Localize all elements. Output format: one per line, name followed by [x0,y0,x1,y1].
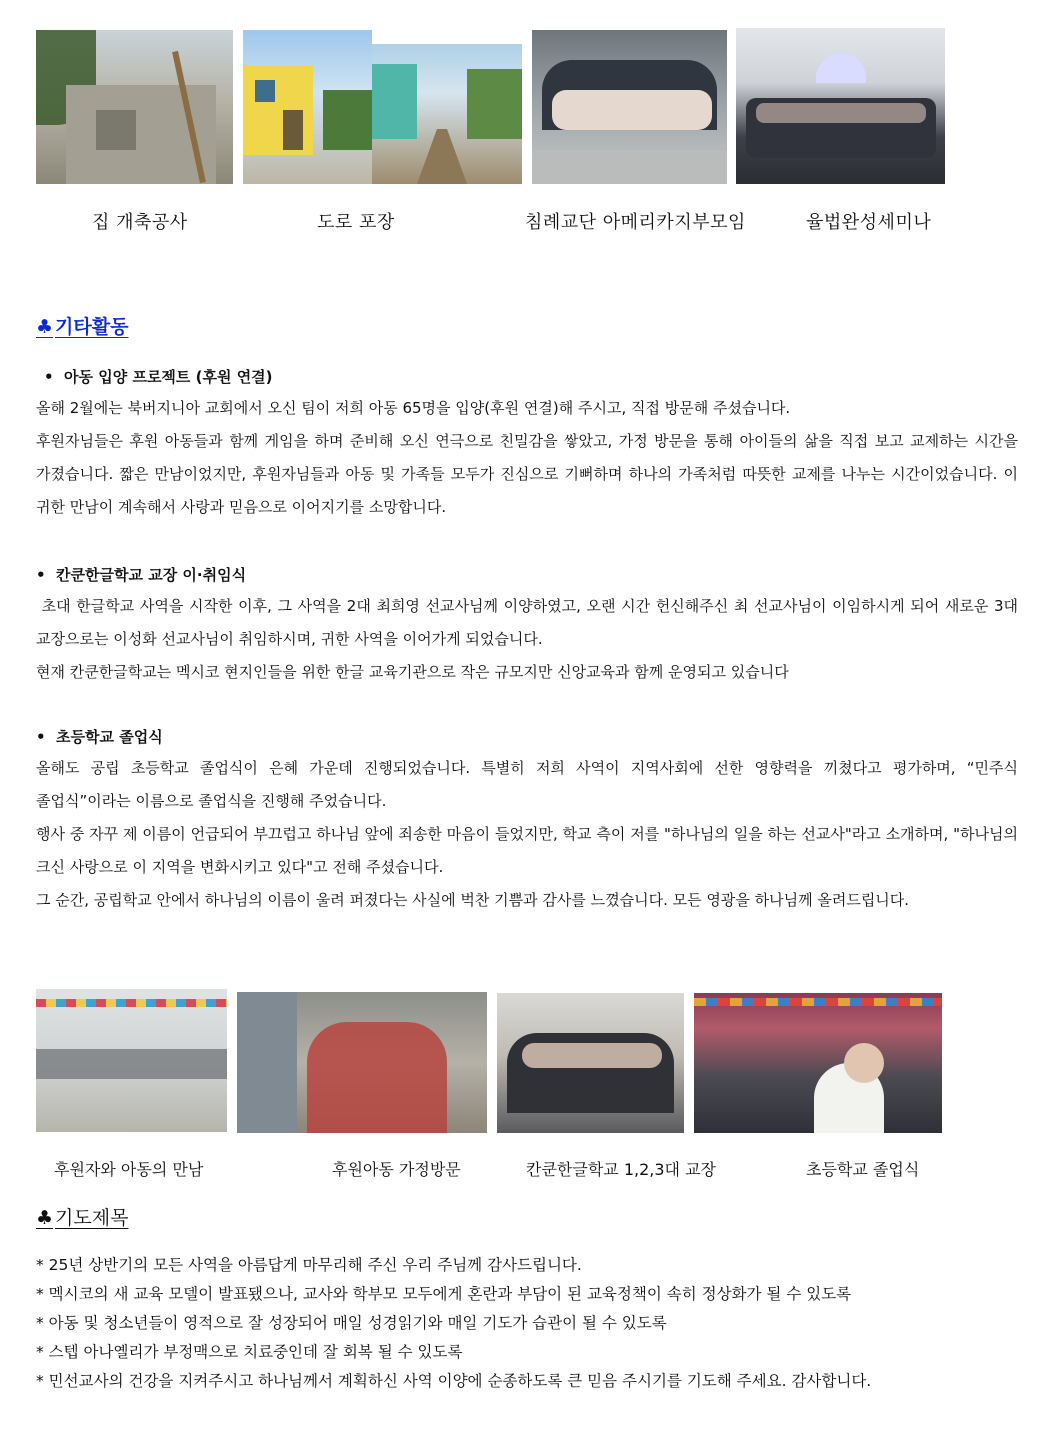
caption-road-paving: 도로 포장 [317,212,395,233]
heading-text: 기도제목 [55,1207,129,1229]
prayer-item: * 25년 상반기의 모든 사역을 아름답게 마무리해 주신 우리 주님께 감사드립니다. [36,1256,582,1274]
caption-house-renovation: 집 개축공사 [92,212,188,233]
photo-school-principals [497,993,684,1133]
prayer-item: * 멕시코의 새 교육 모델이 발표됐으나, 교사와 학부모 모두에게 혼란과 부담이 된 교육정책이 속히 정상화가 될 수 있도록 [36,1285,852,1303]
paragraph-graduation-3: 그 순간, 공립학교 안에서 하나님의 이름이 울려 퍼졌다는 사실에 벅찬 기쁨과 감사를 느꼈습니다. 모든 영광을 하나님께 올려드립니다. [36,891,910,909]
subsection-title-text: 아동 입양 프로젝트 (후원 연결) [64,368,273,386]
prayer-item: * 스텝 아나옐리가 부정맥으로 치료중인데 잘 회복 될 수 있도록 [36,1343,463,1361]
caption-school-principals: 칸쿤한글학교 1,2,3대 교장 [526,1160,716,1179]
photo-house-renovation [36,30,233,184]
bullet-icon: • [36,728,46,746]
subsection-title-principal-ceremony [36,564,246,585]
paragraph-graduation-1: 올해도 공립 초등학교 졸업식이 은혜 가운데 진행되었습니다. 특별히 저희 사역이 지역사회에 선한 영향력을 끼쳤다고 평가하며, “민주식 졸업식”이라는 이름으로 졸업식을 진행해 주었습니다. [36,759,1018,810]
subsection-title-graduation [36,726,163,747]
photo-baptist-america-meeting [532,30,727,184]
bullet-icon: • [36,566,46,584]
paragraph-adoption-1: 올해 2월에는 북버지니아 교회에서 오신 팀이 저희 아동 65명을 입양(후원 연결)해 주시고, 직접 방문해 주셨습니다. [36,399,791,417]
caption-baptist-america-meeting: 침례교단 아메리카지부모임 [525,212,746,233]
caption-elementary-graduation: 초등학교 졸업식 [806,1160,920,1179]
caption-sponsor-child-meeting: 후원자와 아동의 만남 [54,1160,204,1179]
photo-elementary-graduation [694,993,942,1133]
section-heading-other-activities [36,312,128,339]
prayer-list [36,1251,1018,1396]
prayer-item: * 아동 및 청소년들이 영적으로 잘 성장되어 매일 성경읽기와 매일 기도가 습관이 될 수 있도록 [36,1314,667,1332]
heading-text: 기타활동 [55,316,129,338]
section-heading-prayer [36,1203,128,1230]
subsection-title-text: 초등학교 졸업식 [56,728,163,746]
prayer-item: * 민선교사의 건강을 지켜주시고 하나님께서 계획하신 사역 이양에 순종하도록 큰 믿음 주시기를 기도해 주세요. 감사합니다. [36,1372,872,1390]
caption-sponsor-home-visit: 후원아동 가정방문 [332,1160,461,1179]
photo-sponsor-child-meeting [36,989,227,1132]
paragraph-graduation-2: 행사 중 자꾸 제 이름이 언급되어 부끄럽고 하나님 앞에 죄송한 마음이 들었지만, 학교 측이 저를 "하나님의 일을 하는 선교사"라고 소개하며, "하나님의 크신 사랑으로 이 지역을 변화시키고 있다"고 전해 주셨습니다. [36,825,1018,876]
caption-law-fulfillment-seminar: 율법완성세미나 [806,212,932,233]
subsection-title-text: 칸쿤한글학교 교장 이·취임식 [56,566,247,584]
subsection-title-adoption [44,366,273,387]
photo-sponsor-home-visit [237,992,487,1133]
bullet-icon: • [44,368,54,386]
paragraph-principal-ceremony-2: 현재 칸쿤한글학교는 멕시코 현지인들을 위한 한글 교육기관으로 작은 규모지만 신앙교육과 함께 운영되고 있습니다 [36,663,789,681]
photo-law-fulfillment-seminar [736,28,945,184]
photo-road-paving-1 [243,30,372,184]
paragraph-principal-ceremony-1: 초대 한글학교 사역을 시작한 이후, 그 사역을 2대 최희영 선교사님께 이양하였고, 오랜 시간 헌신해주신 최 선교사님이 이임하시게 되어 새로운 3대 교장으로는 이성화 선교사님이 취임하시며, 귀한 사역을 이어가게 되었습니다. [36,597,1023,648]
club-icon: ♣ [36,316,54,338]
club-icon: ♣ [36,1207,54,1229]
photo-road-paving-2 [372,44,522,184]
paragraph-adoption-2: 후원자님들은 후원 아동들과 함께 게임을 하며 준비해 오신 연극으로 친밀감을 쌓았고, 가정 방문을 통해 아이들의 삶을 직접 보고 교제하는 시간을 가졌습니다. 짧은 만남이었지만, 후원자님들과 아동 및 가족들 모두가 진심으로 기뻐하며 하나의 가족처럼 따뜻한 교제를 나누는 시간이었습니다. 이 귀한 만남이 계속해서 사랑과 믿음으로 이어지기를 소망합니다. [36,432,1018,516]
